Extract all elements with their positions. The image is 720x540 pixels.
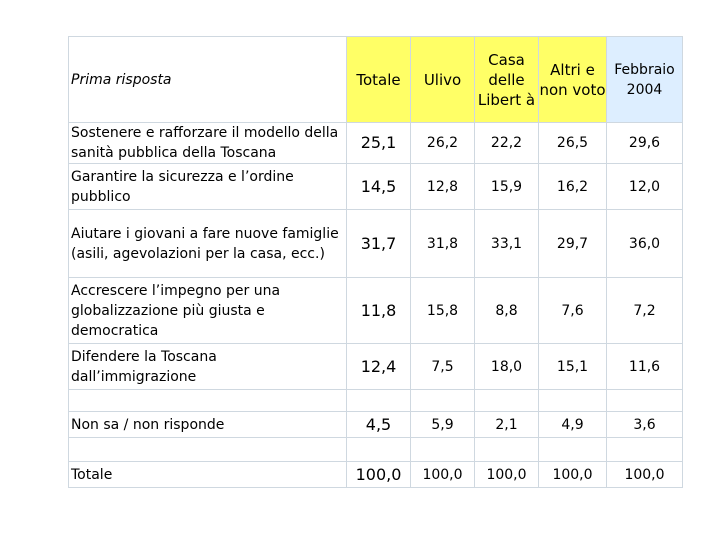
spacer-row: [69, 438, 683, 462]
cell-totale: 100,0: [347, 462, 411, 488]
cell-casa: 2,1: [475, 412, 539, 438]
row-label: Aiutare i giovani a fare nuove famiglie (asili, agevolazioni per la casa, ecc.): [69, 210, 347, 278]
cell-febbraio: 7,2: [607, 278, 683, 344]
cell-casa: 100,0: [475, 462, 539, 488]
cell-altri: 7,6: [539, 278, 607, 344]
cell-ulivo: 12,8: [411, 164, 475, 210]
cell-febbraio: 12,0: [607, 164, 683, 210]
cell-casa: 15,9: [475, 164, 539, 210]
cell-totale: 25,1: [347, 123, 411, 164]
header-totale: Totale: [347, 37, 411, 123]
header-prima-risposta: Prima risposta: [69, 37, 347, 123]
cell-febbraio: 3,6: [607, 412, 683, 438]
results-table: [68, 36, 683, 488]
table-row-total: [69, 462, 683, 488]
cell-ulivo: 31,8: [411, 210, 475, 278]
table-row: [69, 278, 683, 344]
cell-altri: 15,1: [539, 344, 607, 390]
header-altri-e-non-voto: Altri e non voto: [539, 37, 607, 123]
cell-febbraio: 36,0: [607, 210, 683, 278]
cell-febbraio: 100,0: [607, 462, 683, 488]
header-ulivo: Ulivo: [411, 37, 475, 123]
cell-altri: 29,7: [539, 210, 607, 278]
cell-febbraio: 29,6: [607, 123, 683, 164]
table-row: [69, 412, 683, 438]
cell-ulivo: 7,5: [411, 344, 475, 390]
header-febbraio-2004: Febbraio 2004: [607, 37, 683, 123]
row-label: Non sa / non risponde: [69, 412, 347, 438]
cell-ulivo: 5,9: [411, 412, 475, 438]
cell-totale: 4,5: [347, 412, 411, 438]
cell-casa: 8,8: [475, 278, 539, 344]
table-row: [69, 164, 683, 210]
row-label: Totale: [69, 462, 347, 488]
row-label: Sostenere e rafforzare il modello della sanità pubblica della Toscana: [69, 123, 347, 164]
row-label: Accrescere l’impegno per una globalizzazione più giusta e democratica: [69, 278, 347, 344]
cell-altri: 26,5: [539, 123, 607, 164]
row-label: Difendere la Toscana dall’immigrazione: [69, 344, 347, 390]
row-label: Garantire la sicurezza e l’ordine pubblico: [69, 164, 347, 210]
table-row: [69, 123, 683, 164]
cell-ulivo: 15,8: [411, 278, 475, 344]
cell-ulivo: 26,2: [411, 123, 475, 164]
cell-totale: 31,7: [347, 210, 411, 278]
cell-ulivo: 100,0: [411, 462, 475, 488]
cell-altri: 100,0: [539, 462, 607, 488]
cell-casa: 22,2: [475, 123, 539, 164]
cell-altri: 16,2: [539, 164, 607, 210]
cell-casa: 18,0: [475, 344, 539, 390]
header-casa-delle-liberta: Casa delle Libert à: [475, 37, 539, 123]
cell-altri: 4,9: [539, 412, 607, 438]
cell-casa: 33,1: [475, 210, 539, 278]
spacer-row: [69, 390, 683, 412]
cell-totale: 11,8: [347, 278, 411, 344]
header-row: [69, 37, 683, 123]
cell-totale: 14,5: [347, 164, 411, 210]
cell-febbraio: 11,6: [607, 344, 683, 390]
table-row: [69, 344, 683, 390]
cell-totale: 12,4: [347, 344, 411, 390]
table-row: [69, 210, 683, 278]
